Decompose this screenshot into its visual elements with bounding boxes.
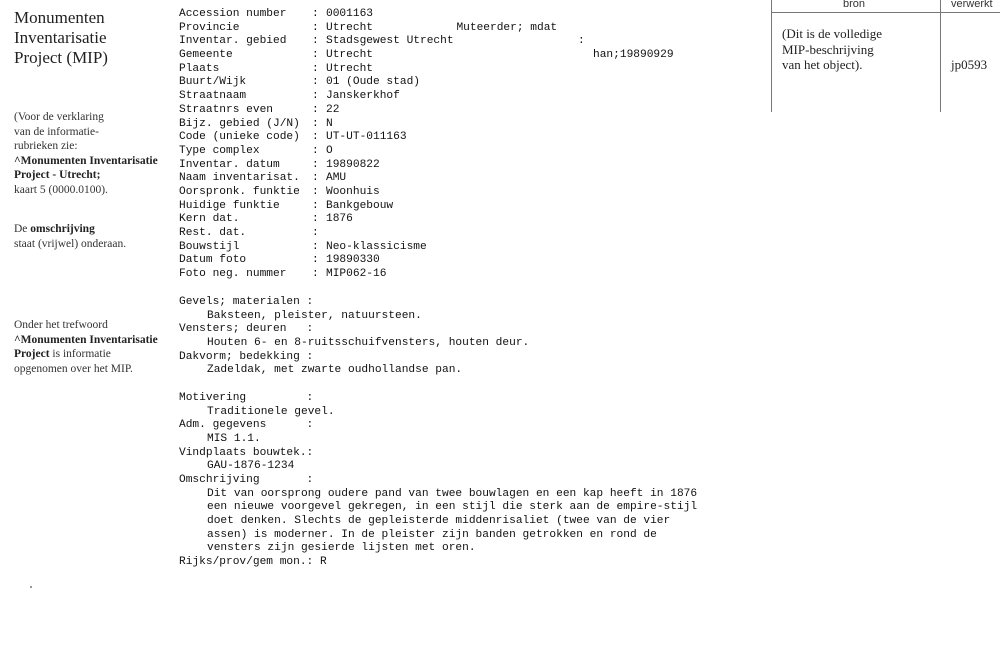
field-value: 19890822 <box>326 158 380 171</box>
note-bold: ^Monumenten Inventarisatie <box>14 333 158 346</box>
note-bold-line: Project - Utrecht; <box>14 169 101 181</box>
field-value: 0001163 <box>326 8 373 20</box>
vensters-value: Houten 6- en 8-ruitsschuifvensters, houten deur. <box>207 337 530 350</box>
table-border-left <box>771 0 772 112</box>
bron-header: bron <box>843 0 866 10</box>
field-value: O <box>326 144 333 157</box>
sidebar-note-omschrijving <box>14 222 169 251</box>
field-value: Neo-klassicisme <box>326 240 427 253</box>
field-value: Stadsgewest Utrecht <box>326 35 454 48</box>
record-sections <box>179 296 759 570</box>
motivering-value: Traditionele gevel. <box>207 405 335 418</box>
field-separator: : <box>312 49 319 62</box>
field-value: Woonhuis <box>326 185 380 198</box>
field-separator: : <box>312 103 319 116</box>
motivering-label: Motivering : <box>179 391 314 404</box>
field-separator: : <box>312 131 319 144</box>
note-bold-line: ^Monumenten Inventarisatie <box>14 154 158 167</box>
note-line: rubrieken zie: <box>14 140 78 152</box>
field-label: Accession number <box>179 8 287 20</box>
field-row <box>179 104 739 118</box>
adm-label: Adm. gegevens : <box>179 419 314 432</box>
field-separator: : <box>312 240 319 253</box>
scan-speck <box>30 586 32 588</box>
rijks-field <box>179 556 759 570</box>
field-value: 19890330 <box>326 254 380 267</box>
bron-line: (Dit is de volledige <box>782 26 883 41</box>
field-separator: : <box>312 199 319 212</box>
field-row <box>179 200 739 214</box>
field-separator: : <box>312 8 319 20</box>
field-label: Huidige funktie <box>179 199 280 212</box>
field-value: 1876 <box>326 213 353 226</box>
field-value: N <box>326 117 333 130</box>
field-row <box>179 22 739 36</box>
omschrijving-label: Omschrijving : <box>179 473 314 486</box>
field-label: Plaats <box>179 62 220 75</box>
vindplaats-value: GAU-1876-1234 <box>207 460 295 473</box>
field-separator: : <box>312 268 319 281</box>
field-separator: : <box>578 35 585 48</box>
field-separator: : <box>312 117 319 130</box>
field-row <box>179 35 739 49</box>
field-row <box>179 159 739 173</box>
dakvorm-value: Zadeldak, met zwarte oudhollandse pan. <box>207 364 463 377</box>
dakvorm-label: Dakvorm; bedekking : <box>179 350 314 363</box>
field-label: Type complex <box>179 144 260 157</box>
field-label: Datum foto <box>179 254 247 267</box>
field-value: Bankgebouw <box>326 199 394 212</box>
field-row <box>179 227 739 241</box>
gevels-label: Gevels; materialen : <box>179 296 314 308</box>
field-value: Utrecht <box>326 49 373 62</box>
field-separator: : <box>312 35 319 48</box>
field-label: Bouwstijl <box>179 240 240 253</box>
field-row <box>179 186 739 200</box>
field-value: 01 (Oude stad) <box>326 76 420 89</box>
table-column-divider <box>940 0 941 112</box>
note-line: van de informatie- <box>14 125 99 138</box>
field-row <box>179 49 739 63</box>
field-row <box>179 145 739 159</box>
field-label: Straatnaam <box>179 90 247 103</box>
field-label: Kern dat. <box>179 213 240 226</box>
rijks-value: R <box>320 556 327 569</box>
field-row <box>179 76 739 90</box>
field-label: Provincie <box>179 21 240 34</box>
field-label: Inventar. datum <box>179 158 280 171</box>
note-line: Onder het trefwoord <box>14 319 108 331</box>
rijks-label: Rijks/prov/gem mon.: <box>179 556 314 569</box>
field-row <box>179 118 739 132</box>
field-value: 22 <box>326 103 340 116</box>
field-separator: : <box>312 62 319 75</box>
field-separator: : <box>312 21 319 34</box>
field-separator: : <box>312 254 319 267</box>
muteerder-value: han;19890929 <box>593 49 674 62</box>
field-label: Inventar. gebied <box>179 35 287 48</box>
field-value: AMU <box>326 172 347 185</box>
title-line: Inventarisatie <box>14 28 107 47</box>
field-label: Oorspronk. funktie <box>179 185 300 198</box>
bron-line: MIP-beschrijving <box>782 41 874 57</box>
document-title <box>14 8 164 68</box>
field-value: UT-UT-011163 <box>326 131 407 144</box>
bron-cell <box>782 26 882 73</box>
bron-line: van het object). <box>782 57 863 72</box>
note-line: staat (vrijwel) onderaan. <box>14 237 127 250</box>
note-text: De <box>14 223 31 235</box>
field-label: Buurt/Wijk <box>179 76 247 89</box>
gevels-value: Baksteen, pleister, natuursteen. <box>207 309 422 322</box>
field-row <box>179 172 739 186</box>
note-bold: omschrijving <box>30 223 95 235</box>
note-line: (Voor de verklaring <box>14 111 104 123</box>
omschrijving-line: assen) is moderner. In de pleister zijn banden getrokken en rond de <box>207 528 657 541</box>
title-line: Monumenten <box>14 8 105 27</box>
field-separator: : <box>312 158 319 171</box>
field-label: Foto neg. nummer <box>179 268 287 281</box>
omschrijving-line: vensters zijn gesierde lijsten met oren. <box>207 542 476 555</box>
note-line: kaart 5 (0000.0100). <box>14 183 108 196</box>
omschrijving-line: een nieuwe voorgevel gekregen, in een stijl die sterk aan de empire-stijl <box>207 501 698 514</box>
sidebar-note-reference <box>14 110 169 197</box>
field-row <box>179 63 739 77</box>
field-value: Janskerkhof <box>326 90 400 103</box>
field-row <box>179 241 739 255</box>
omschrijving-line: Dit van oorsprong oudere pand van twee bouwlagen en een kap heeft in 1876 <box>207 487 698 500</box>
field-row <box>179 268 739 282</box>
field-row <box>179 90 739 104</box>
field-separator: : <box>312 213 319 226</box>
field-separator: : <box>312 185 319 198</box>
adm-value: MIS 1.1. <box>207 432 261 445</box>
source-table <box>771 0 1000 112</box>
field-label: Gemeente <box>179 49 233 62</box>
field-separator: : <box>312 172 319 185</box>
note-text: is informatie <box>49 348 111 360</box>
field-value: Utrecht <box>326 62 373 75</box>
field-value: Utrecht <box>326 21 373 34</box>
verwerkt-cell: jp0593 <box>951 57 988 72</box>
note-bold: Project <box>14 348 50 360</box>
field-label: Bijz. gebied (J/N) <box>179 117 300 130</box>
field-row <box>179 254 739 268</box>
muteerder-label: Muteerder; mdat <box>456 21 558 34</box>
table-header-divider <box>771 12 1000 13</box>
title-line: Project (MIP) <box>14 48 108 67</box>
field-row <box>179 213 739 227</box>
field-row <box>179 131 739 145</box>
record-fields <box>179 8 739 282</box>
field-separator: : <box>312 144 319 157</box>
field-label: Naam inventarisat. <box>179 172 300 185</box>
field-label: Straatnrs even <box>179 103 273 116</box>
field-separator: : <box>312 227 319 239</box>
omschrijving-line: doet denken. Slechts de gepleisterde middenrisaliet (twee van de vier <box>207 515 671 527</box>
vensters-label: Vensters; deuren : <box>179 323 314 336</box>
verwerkt-header: verwerkt <box>951 0 993 10</box>
sidebar-note-trefwoord <box>14 318 169 376</box>
note-line: opgenomen over het MIP. <box>14 362 133 375</box>
field-value: MIP062-16 <box>326 268 387 281</box>
field-label: Rest. dat. <box>179 227 247 239</box>
field-separator: : <box>312 76 319 89</box>
field-separator: : <box>312 90 319 103</box>
field-label: Code (unieke code) <box>179 131 300 144</box>
vindplaats-label: Vindplaats bouwtek.: <box>179 446 314 459</box>
field-row <box>179 8 739 22</box>
